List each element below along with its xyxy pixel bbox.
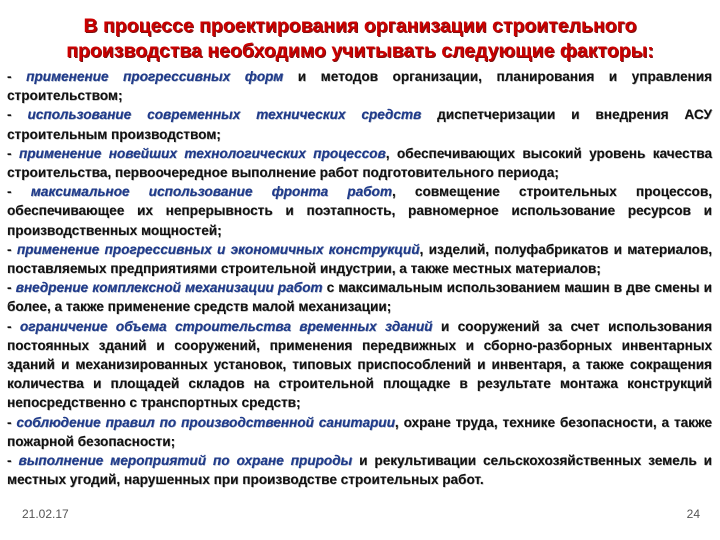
slide-title-line-2: производства необходимо учитывать следующие факторы:: [66, 40, 654, 62]
factor-highlight: максимальное использование фронта работ: [30, 184, 392, 200]
bullet-dash: -: [7, 318, 12, 334]
factor-highlight: выполнение мероприятий по охране природы: [18, 453, 353, 469]
slide-date: 21.02.17: [22, 507, 69, 521]
factor-text: , обеспечивающих высокий уровень качества строительства, первоочередное выполнение работ подготовительного периода;: [7, 145, 713, 181]
factor-item: [7, 67, 712, 105]
bullet-dash: -: [7, 107, 12, 123]
factor-text: , совмещение строительных процессов, обеспечивающее их непрерывность и поэтапность, равномерное использование ресурсов и производственных мощностей;: [7, 184, 712, 238]
bullet-dash: -: [7, 69, 12, 84]
factors-list: [7, 67, 712, 489]
bullet-dash: -: [7, 241, 12, 257]
factor-text: диспетчеризации и внедрения АСУ строительным производством;: [7, 107, 712, 142]
slide-title: [20, 14, 700, 64]
factor-item: [7, 182, 712, 240]
factor-item: [7, 317, 712, 413]
factor-text: с максимальным использованием машин в две смены и более, а также применение средств малой механизации;: [7, 280, 712, 315]
factor-highlight: применение прогрессивных форм: [26, 69, 284, 84]
factor-item: [7, 105, 712, 143]
slide-page-number: 24: [686, 507, 700, 521]
factor-highlight: внедрение комплексной механизации работ: [15, 280, 323, 296]
bullet-dash: -: [7, 453, 12, 469]
factor-item: [7, 240, 712, 278]
bullet-dash: -: [7, 414, 12, 430]
bullet-dash: -: [7, 145, 12, 161]
factor-text: и методов организации, планирования и управления строительством;: [7, 69, 713, 104]
factor-text: , изделий, полуфабрикатов и материалов, поставляемых предприятиями строительной индустрии, а также местных материалов;: [7, 241, 712, 277]
bullet-dash: -: [7, 280, 12, 296]
factor-highlight: применение прогрессивных и экономичных конструкций: [16, 241, 420, 257]
factor-highlight: ограничение объема строительства временных зданий: [19, 318, 433, 334]
bullet-dash: -: [7, 184, 12, 200]
factor-highlight: использование современных технических средств: [27, 107, 422, 123]
factor-highlight: применение новейших технологических процессов: [18, 145, 386, 161]
factor-item: [7, 144, 712, 182]
factor-item: [7, 451, 712, 489]
factor-text: , охране труда, технике безопасности, а также пожарной безопасности;: [7, 414, 712, 449]
factor-item: [7, 278, 712, 316]
factor-item: [7, 413, 712, 451]
slide-title-line-1: В процессе проектирования организации строительного: [83, 15, 637, 37]
factor-text: и рекультивации сельскохозяйственных земель и местных угодий, нарушенных при производстве строительных работ.: [7, 453, 713, 488]
factor-text: и сооружений за счет использования постоянных зданий и сооружений, применения передвижных и сборно-разборных инвентарных зданий и механизированных установок, типовых приспособлений и инвентаря, а также сокращения количества и площадей складов на строительной площадке в результате монтажа конструкций непосредственно с транспортных средств;: [7, 318, 712, 411]
factor-highlight: соблюдение правил по производственной санитарии: [16, 414, 395, 430]
